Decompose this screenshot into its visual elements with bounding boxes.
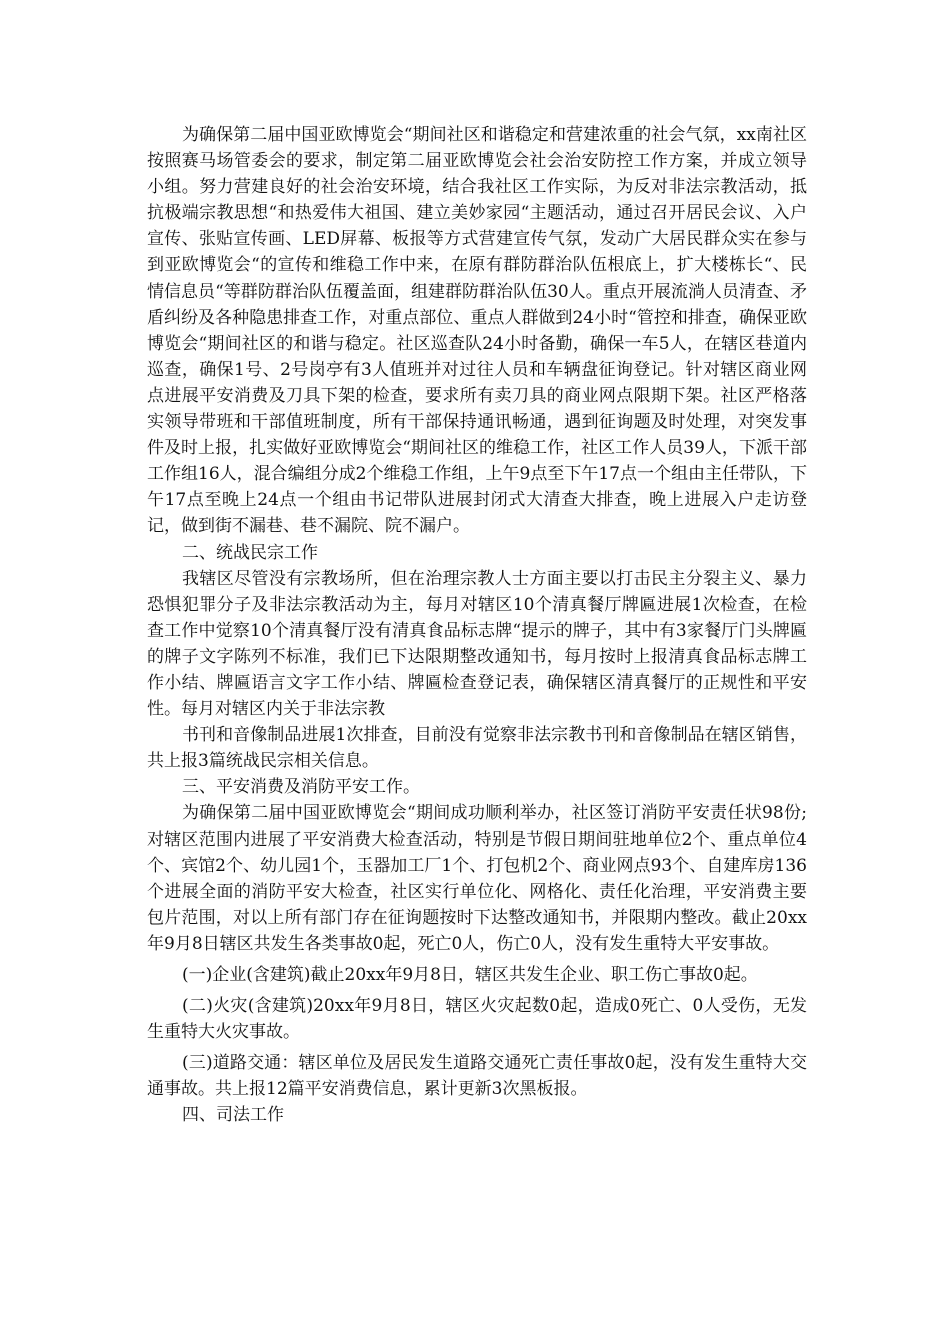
section-heading-united-front: 二、统战民宗工作 (182, 542, 318, 563)
section-heading-judicial: 四、司法工作 (182, 1105, 284, 1126)
paragraph-safety-inspection: 为确保第二届中国亚欧博览会“期间成功顺利举办，社区签订消防平安责任状98份;对辖区范围内进展了平安消费大检查活动，特别是节假日期间驻地单位2个、重点单位4个、宾馆2个、幼儿园1个，玉器加工厂1个、打包机2个、商业网点93个、自建库房136个进展全面的消防平安大检查，社区实行单位化、网格化、责任化治理，平安消费主要包片范围，对以上所有部门存在征询题按时下达整改通知书，并限期内整改。截止20xx年9月8日辖区共发生各类事故0起，死亡0人，伤亡0人，没有发生重特大平安事故。 (147, 803, 807, 954)
section-heading-safety-fire: 三、平安消费及消防平安工作。 (182, 777, 420, 798)
paragraph-fire-accidents: (二)火灾(含建筑)20xx年9月8日，辖区火灾起数0起，造成0死亡、0人受伤，无发生重特大火灾事故。 (147, 996, 807, 1043)
paragraph-traffic-accidents: (三)道路交通：辖区单位及居民发生道路交通死亡责任事故0起，没有发生重特大交通事故。共上报12篇平安消费信息，累计更新3次黑板报。 (147, 1053, 807, 1100)
paragraph-security-work: 为确保第二届中国亚欧博览会“期间社区和谐稳定和营建浓重的社会气氛，xx南社区按照赛马场管委会的要求，制定第二届亚欧博览会社会治安防控工作方案，并成立领导小组。努力营建良好的社会治安环境，结合我社区工作实际，为反对非法宗教活动，抵抗极端宗教思想“和热爱伟大祖国、建立美妙家园“主题活动，通过召开居民会议、入户宣传、张贴宣传画、LED屏幕、板报等方式营建宣传气氛，发动广大居民群众实在参与到亚欧博览会“的宣传和维稳工作中来，在原有群防群治队伍根底上，扩大楼栋长“、民情信息员“等群防群治队伍覆盖面，组建群防群治队伍30人。重点开展流淌人员清查、矛盾纠纷及各种隐患排查工作，对重点部位、重点人群做到24小时“管控和排查，确保亚欧博览会“期间社区的和谐与稳定。社区巡查队24小时备勤，确保一车5人，在辖区巷道内巡查，确保1号、2号岗亭有3人值班并对过往人员和车辆盘征询登记。针对辖区商业网点进展平安消费及刀具下架的检查，要求所有卖刀具的商业网点限期下架。社区严格落实领导带班和干部值班制度，所有干部保持通讯畅通，遇到征询题及时处理，对突发事件及时上报，扎实做好亚欧博览会“期间社区的维稳工作，社区工作人员39人，下派干部工作组16人，混合编组分成2个维稳工作组，上午9点至下午17点一个组由主任带队，下午17点至晚上24点一个组由书记带队进展封闭式大清查大排查，晚上进展入户走访登记，做到街不漏巷、巷不漏院、院不漏户。 (147, 125, 807, 537)
paragraph-religious-affairs: 我辖区尽管没有宗教场所，但在治理宗教人士方面主要以打击民主分裂主义、暴力恐惧犯罪分子及非法宗教活动为主，每月对辖区10个清真餐厅牌匾进展1次检查，在检查工作中觉察10个清真餐厅没有清真食品标志牌“提示的牌子，其中有3家餐厅门头牌匾的牌子文字陈列不标准，我们已下达限期整改通知书，每月按时上报清真食品标志牌工作小结、牌匾语言文字工作小结、牌匾检查登记表，确保辖区清真餐厅的正规性和平安性。每月对辖区内关于非法宗教 (147, 568, 807, 720)
paragraph-publications-check: 书刊和音像制品进展1次排查，目前没有觉察非法宗教书刊和音像制品在辖区销售，共上报3篇统战民宗相关信息。 (147, 725, 807, 772)
document-body (147, 122, 807, 1129)
paragraph-enterprise-accidents: (一)企业(含建筑)截止20xx年9月8日，辖区共发生企业、职工伤亡事故0起。 (182, 965, 758, 985)
